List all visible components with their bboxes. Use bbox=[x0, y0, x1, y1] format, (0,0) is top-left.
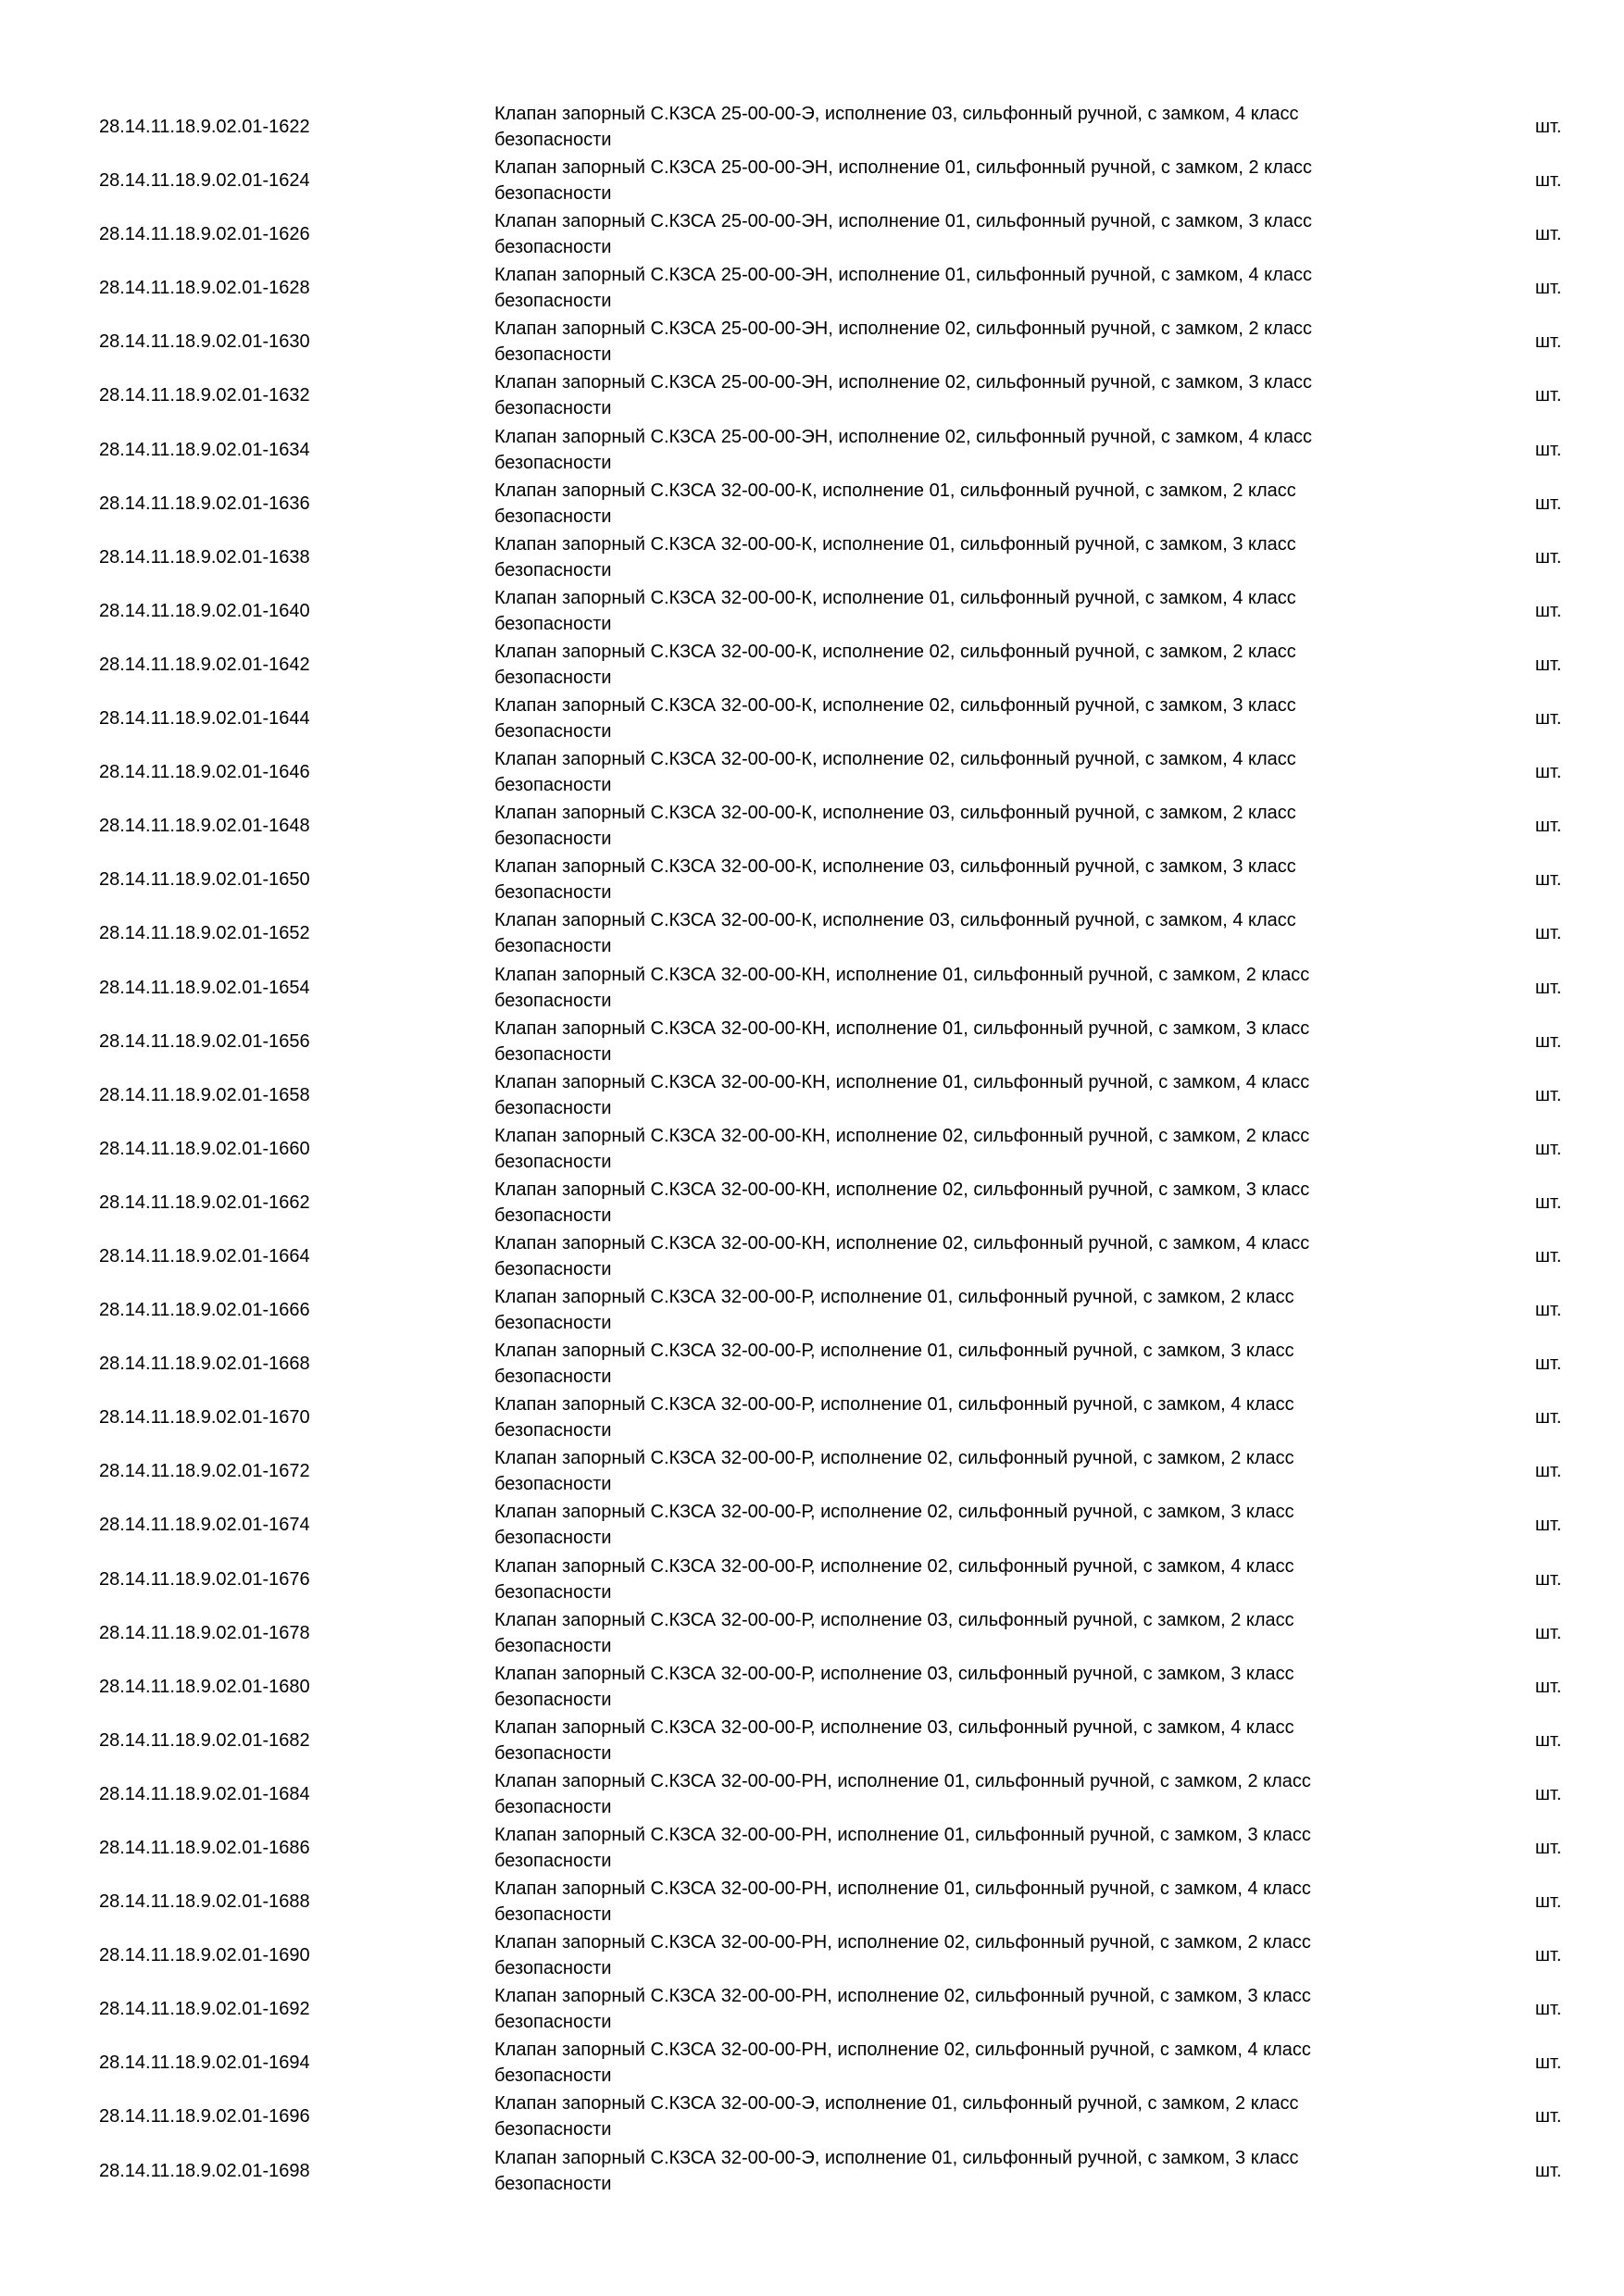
description-line-2: безопасности bbox=[494, 130, 612, 150]
resource-code: 28.14.11.18.9.02.01-1632 bbox=[99, 385, 310, 406]
unit-of-measure: шт. bbox=[1535, 869, 1562, 891]
description-line-2: безопасности bbox=[494, 183, 612, 205]
resource-description bbox=[494, 1391, 1420, 1443]
resource-code: 28.14.11.18.9.02.01-1624 bbox=[99, 170, 310, 192]
description-line-1: Клапан запорный С.КЗСА 32-00-00-РН, исполнение 02, сильфонный ручной, с замком, 3 класс bbox=[494, 1986, 1311, 2007]
description-line-2: безопасности bbox=[494, 613, 612, 634]
resource-description bbox=[494, 1284, 1420, 1336]
table-row bbox=[0, 905, 1624, 958]
resource-description bbox=[494, 1929, 1420, 1981]
unit-of-measure: шт. bbox=[1535, 654, 1562, 675]
unit-of-measure: шт. bbox=[1535, 385, 1562, 406]
resource-description bbox=[494, 746, 1420, 798]
table-row bbox=[0, 1496, 1624, 1550]
table-row bbox=[0, 1281, 1624, 1335]
resource-description bbox=[494, 424, 1420, 476]
resource-description bbox=[494, 907, 1420, 959]
unit-of-measure: шт. bbox=[1535, 1030, 1562, 1052]
description-line-1: Клапан запорный С.КЗСА 32-00-00-Р, исполнение 01, сильфонный ручной, с замком, 3 класс bbox=[494, 1341, 1294, 1362]
description-line-1: Клапан запорный С.КЗСА 32-00-00-Э, исполнение 01, сильфонный ручной, с замком, 2 класс bbox=[494, 2093, 1299, 2115]
description-line-2: безопасности bbox=[494, 775, 612, 796]
description-line-1: Клапан запорный С.КЗСА 32-00-00-Э, исполнение 01, сильфонный ручной, с замком, 3 класс bbox=[494, 2147, 1299, 2168]
description-line-2: безопасности bbox=[494, 990, 612, 1011]
table-row bbox=[0, 959, 1624, 1013]
description-line-2: безопасности bbox=[494, 882, 612, 904]
table-row bbox=[0, 475, 1624, 529]
resource-code: 28.14.11.18.9.02.01-1622 bbox=[99, 117, 310, 137]
resource-code: 28.14.11.18.9.02.01-1636 bbox=[99, 493, 310, 514]
table-row bbox=[0, 1228, 1624, 1281]
description-line-1: Клапан запорный С.КЗСА 32-00-00-РН, исполнение 02, сильфонный ручной, с замком, 2 класс bbox=[494, 1932, 1311, 1953]
table-row bbox=[0, 1604, 1624, 1658]
resource-description bbox=[494, 2037, 1420, 2089]
unit-of-measure: шт. bbox=[1535, 1945, 1562, 1966]
description-line-1: Клапан запорный С.КЗСА 32-00-00-КН, исполнение 02, сильфонный ручной, с замком, 4 класс bbox=[494, 1232, 1310, 1254]
unit-of-measure: шт. bbox=[1535, 1999, 1562, 2020]
description-line-2: безопасности bbox=[494, 1528, 612, 1549]
table-row bbox=[0, 1819, 1624, 1873]
resource-description bbox=[494, 1715, 1420, 1766]
description-line-2: безопасности bbox=[494, 559, 612, 580]
description-line-2: безопасности bbox=[494, 1742, 612, 1764]
resource-code: 28.14.11.18.9.02.01-1638 bbox=[99, 546, 310, 568]
description-line-1: Клапан запорный С.КЗСА 32-00-00-Р, исполнение 02, сильфонный ручной, с замком, 3 класс bbox=[494, 1502, 1294, 1523]
resource-description bbox=[494, 1554, 1420, 1605]
resource-code: 28.14.11.18.9.02.01-1644 bbox=[99, 708, 310, 730]
table-row bbox=[0, 1658, 1624, 1712]
resource-code: 28.14.11.18.9.02.01-1658 bbox=[99, 1084, 310, 1105]
description-line-1: Клапан запорный С.КЗСА 32-00-00-РН, исполнение 02, сильфонный ручной, с замком, 4 класс bbox=[494, 2040, 1311, 2061]
description-line-1: Клапан запорный С.КЗСА 32-00-00-К, исполнение 02, сильфонный ручной, с замком, 3 класс bbox=[494, 695, 1296, 717]
table-row bbox=[0, 2088, 1624, 2141]
resource-code: 28.14.11.18.9.02.01-1628 bbox=[99, 278, 310, 299]
resource-code: 28.14.11.18.9.02.01-1634 bbox=[99, 439, 310, 460]
description-line-1: Клапан запорный С.КЗСА 25-00-00-ЭН, исполнение 02, сильфонный ручной, с замком, 3 класс bbox=[494, 372, 1312, 393]
resource-description bbox=[494, 1607, 1420, 1659]
table-row bbox=[0, 690, 1624, 743]
resource-code: 28.14.11.18.9.02.01-1684 bbox=[99, 1783, 310, 1804]
table-row bbox=[0, 1927, 1624, 1980]
table-row bbox=[0, 1174, 1624, 1228]
description-line-1: Клапан запорный С.КЗСА 32-00-00-К, исполнение 01, сильфонный ручной, с замком, 3 класс bbox=[494, 533, 1296, 555]
unit-of-measure: шт. bbox=[1535, 2160, 1562, 2181]
table-row bbox=[0, 1766, 1624, 1819]
table-row bbox=[0, 743, 1624, 797]
unit-of-measure: шт. bbox=[1535, 224, 1562, 245]
unit-of-measure: шт. bbox=[1535, 1461, 1562, 1482]
description-line-2: безопасности bbox=[494, 1151, 612, 1172]
table-row bbox=[0, 1389, 1624, 1442]
resource-code: 28.14.11.18.9.02.01-1692 bbox=[99, 1999, 310, 2020]
description-line-2: безопасности bbox=[494, 1904, 612, 1926]
table-row bbox=[0, 206, 1624, 259]
description-line-2: безопасности bbox=[494, 936, 612, 957]
table-row bbox=[0, 1335, 1624, 1389]
table-row bbox=[0, 797, 1624, 851]
resource-code: 28.14.11.18.9.02.01-1652 bbox=[99, 923, 310, 944]
resource-description bbox=[494, 1661, 1420, 1713]
resource-description bbox=[494, 1230, 1420, 1282]
table-row bbox=[0, 152, 1624, 206]
resource-description bbox=[494, 1876, 1420, 1928]
resource-description bbox=[494, 369, 1420, 421]
resource-description bbox=[494, 854, 1420, 905]
description-line-2: безопасности bbox=[494, 2012, 612, 2033]
table-row bbox=[0, 1551, 1624, 1604]
description-line-1: Клапан запорный С.КЗСА 32-00-00-Р, исполнение 01, сильфонный ручной, с замком, 2 класс bbox=[494, 1287, 1294, 1308]
description-line-1: Клапан запорный С.КЗСА 32-00-00-Р, исполнение 03, сильфонный ручной, с замком, 2 класс bbox=[494, 1609, 1294, 1630]
description-line-1: Клапан запорный С.КЗСА 25-00-00-ЭН, исполнение 01, сильфонный ручной, с замком, 4 класс bbox=[494, 265, 1312, 286]
table-row bbox=[0, 1013, 1624, 1067]
unit-of-measure: шт. bbox=[1535, 1783, 1562, 1804]
description-line-2: безопасности bbox=[494, 1258, 612, 1279]
description-line-1: Клапан запорный С.КЗСА 32-00-00-Р, исполнение 03, сильфонный ручной, с замком, 3 класс bbox=[494, 1663, 1294, 1684]
description-line-1: Клапан запорный С.КЗСА 32-00-00-РН, исполнение 01, сильфонный ручной, с замком, 2 класс bbox=[494, 1770, 1311, 1791]
table-row bbox=[0, 1067, 1624, 1120]
unit-of-measure: шт. bbox=[1535, 1192, 1562, 1213]
resource-description bbox=[494, 155, 1420, 206]
description-line-2: безопасности bbox=[494, 1043, 612, 1065]
unit-of-measure: шт. bbox=[1535, 439, 1562, 460]
description-line-2: безопасности bbox=[494, 1204, 612, 1226]
description-line-1: Клапан запорный С.КЗСА 32-00-00-КН, исполнение 01, сильфонный ручной, с замком, 2 класс bbox=[494, 964, 1310, 985]
resource-description bbox=[494, 693, 1420, 744]
table-row bbox=[0, 1980, 1624, 2034]
description-line-1: Клапан запорный С.КЗСА 32-00-00-РН, исполнение 01, сильфонный ручной, с замком, 4 класс bbox=[494, 1878, 1311, 1900]
table-row bbox=[0, 2034, 1624, 2088]
description-line-1: Клапан запорный С.КЗСА 32-00-00-Р, исполнение 02, сильфонный ручной, с замком, 2 класс bbox=[494, 1448, 1294, 1469]
table-row bbox=[0, 529, 1624, 582]
resource-description bbox=[494, 208, 1420, 260]
resource-description bbox=[494, 1983, 1420, 2035]
resource-code: 28.14.11.18.9.02.01-1668 bbox=[99, 1354, 310, 1375]
description-line-1: Клапан запорный С.КЗСА 32-00-00-К, исполнение 03, сильфонный ручной, с замком, 3 класс bbox=[494, 856, 1296, 878]
resource-code: 28.14.11.18.9.02.01-1696 bbox=[99, 2106, 310, 2128]
unit-of-measure: шт. bbox=[1535, 1245, 1562, 1267]
resource-code: 28.14.11.18.9.02.01-1694 bbox=[99, 2053, 310, 2074]
resource-code: 28.14.11.18.9.02.01-1678 bbox=[99, 1622, 310, 1643]
description-line-2: безопасности bbox=[494, 1097, 612, 1118]
description-line-1: Клапан запорный С.КЗСА 32-00-00-РН, исполнение 01, сильфонный ручной, с замком, 3 класс bbox=[494, 1825, 1311, 1845]
description-line-1: Клапан запорный С.КЗСА 25-00-00-ЭН, исполнение 01, сильфонный ручной, с замком, 3 класс bbox=[494, 211, 1312, 232]
unit-of-measure: шт. bbox=[1535, 1891, 1562, 1913]
resource-code: 28.14.11.18.9.02.01-1654 bbox=[99, 977, 310, 998]
description-line-1: Клапан запорный С.КЗСА 32-00-00-КН, исполнение 01, сильфонный ручной, с замком, 4 класс bbox=[494, 1071, 1310, 1092]
resource-code: 28.14.11.18.9.02.01-1680 bbox=[99, 1676, 310, 1697]
unit-of-measure: шт. bbox=[1535, 1676, 1562, 1697]
resource-description bbox=[494, 1177, 1420, 1229]
description-line-2: безопасности bbox=[494, 721, 612, 742]
description-line-2: безопасности bbox=[494, 344, 612, 366]
resource-description bbox=[494, 1123, 1420, 1175]
description-line-1: Клапан запорный С.КЗСА 32-00-00-Р, исполнение 03, сильфонный ручной, с замком, 4 класс bbox=[494, 1716, 1294, 1738]
unit-of-measure: шт. bbox=[1535, 170, 1562, 192]
description-line-1: Клапан запорный С.КЗСА 32-00-00-К, исполнение 03, сильфонный ручной, с замком, 2 класс bbox=[494, 803, 1296, 824]
resource-code: 28.14.11.18.9.02.01-1670 bbox=[99, 1407, 310, 1429]
table-row bbox=[0, 2142, 1624, 2196]
resource-description bbox=[494, 101, 1420, 153]
description-line-2: безопасности bbox=[494, 398, 612, 419]
description-line-1: Клапан запорный С.КЗСА 32-00-00-К, исполнение 02, сильфонный ручной, с замком, 4 класс bbox=[494, 749, 1296, 770]
description-line-1: Клапан запорный С.КЗСА 32-00-00-КН, исполнение 02, сильфонный ручной, с замком, 3 класс bbox=[494, 1179, 1310, 1200]
resource-description bbox=[494, 1016, 1420, 1067]
description-line-2: безопасности bbox=[494, 1474, 612, 1495]
resource-code: 28.14.11.18.9.02.01-1646 bbox=[99, 762, 310, 783]
unit-of-measure: шт. bbox=[1535, 600, 1562, 621]
unit-of-measure: шт. bbox=[1535, 278, 1562, 299]
description-line-1: Клапан запорный С.КЗСА 32-00-00-Р, исполнение 02, сильфонный ручной, с замком, 4 класс bbox=[494, 1555, 1294, 1577]
unit-of-measure: шт. bbox=[1535, 977, 1562, 998]
resource-code: 28.14.11.18.9.02.01-1674 bbox=[99, 1515, 310, 1536]
resource-description bbox=[494, 800, 1420, 852]
table-row bbox=[0, 367, 1624, 420]
description-line-1: Клапан запорный С.КЗСА 32-00-00-Р, исполнение 01, сильфонный ручной, с замком, 4 класс bbox=[494, 1394, 1294, 1416]
resource-code: 28.14.11.18.9.02.01-1660 bbox=[99, 1138, 310, 1159]
unit-of-measure: шт. bbox=[1535, 1729, 1562, 1751]
description-line-2: безопасности bbox=[494, 452, 612, 473]
description-line-1: Клапан запорный С.КЗСА 25-00-00-ЭН, исполнение 02, сильфонный ручной, с замком, 2 класс bbox=[494, 318, 1312, 340]
resource-code: 28.14.11.18.9.02.01-1688 bbox=[99, 1891, 310, 1913]
description-line-2: безопасности bbox=[494, 1689, 612, 1710]
resource-code: 28.14.11.18.9.02.01-1682 bbox=[99, 1729, 310, 1751]
description-line-2: безопасности bbox=[494, 291, 612, 312]
description-line-2: безопасности bbox=[494, 1796, 612, 1817]
table-row bbox=[0, 851, 1624, 905]
resource-description bbox=[494, 1069, 1420, 1121]
description-line-1: Клапан запорный С.КЗСА 25-00-00-ЭН, исполнение 02, сильфонный ручной, с замком, 4 класс bbox=[494, 426, 1312, 447]
unit-of-measure: шт. bbox=[1535, 708, 1562, 730]
table-row bbox=[0, 259, 1624, 313]
unit-of-measure: шт. bbox=[1535, 1084, 1562, 1105]
resource-code: 28.14.11.18.9.02.01-1686 bbox=[99, 1838, 310, 1858]
description-line-1: Клапан запорный С.КЗСА 25-00-00-Э, исполнение 03, сильфонный ручной, с замком, 4 класс bbox=[494, 104, 1299, 124]
unit-of-measure: шт. bbox=[1535, 1354, 1562, 1375]
unit-of-measure: шт. bbox=[1535, 546, 1562, 568]
description-line-2: безопасности bbox=[494, 829, 612, 850]
description-line-2: безопасности bbox=[494, 237, 612, 258]
table-row bbox=[0, 1873, 1624, 1927]
description-line-1: Клапан запорный С.КЗСА 32-00-00-К, исполнение 02, сильфонный ручной, с замком, 2 класс bbox=[494, 641, 1296, 662]
unit-of-measure: шт. bbox=[1535, 1838, 1562, 1858]
resource-description bbox=[494, 262, 1420, 314]
table-row bbox=[0, 1712, 1624, 1766]
description-line-2: безопасности bbox=[494, 1366, 612, 1388]
description-line-2: безопасности bbox=[494, 1958, 612, 1979]
unit-of-measure: шт. bbox=[1535, 1138, 1562, 1159]
resource-description bbox=[494, 585, 1420, 637]
table-row bbox=[0, 313, 1624, 367]
description-line-2: безопасности bbox=[494, 1851, 612, 1871]
resource-code: 28.14.11.18.9.02.01-1650 bbox=[99, 869, 310, 891]
resource-code: 28.14.11.18.9.02.01-1626 bbox=[99, 224, 310, 245]
unit-of-measure: шт. bbox=[1535, 1622, 1562, 1643]
unit-of-measure: шт. bbox=[1535, 1407, 1562, 1429]
description-line-1: Клапан запорный С.КЗСА 32-00-00-К, исполнение 01, сильфонный ручной, с замком, 2 класс bbox=[494, 480, 1296, 501]
resource-description bbox=[494, 1338, 1420, 1390]
resource-code: 28.14.11.18.9.02.01-1664 bbox=[99, 1245, 310, 1267]
resource-code: 28.14.11.18.9.02.01-1656 bbox=[99, 1030, 310, 1052]
resource-code: 28.14.11.18.9.02.01-1672 bbox=[99, 1461, 310, 1482]
unit-of-measure: шт. bbox=[1535, 1300, 1562, 1321]
resource-description bbox=[494, 1768, 1420, 1820]
description-line-2: безопасности bbox=[494, 505, 612, 527]
resource-description bbox=[494, 478, 1420, 530]
description-line-1: Клапан запорный С.КЗСА 32-00-00-К, исполнение 03, сильфонный ручной, с замком, 4 класс bbox=[494, 910, 1296, 931]
resource-description bbox=[494, 531, 1420, 583]
resource-code: 28.14.11.18.9.02.01-1690 bbox=[99, 1945, 310, 1966]
unit-of-measure: шт. bbox=[1535, 923, 1562, 944]
description-line-2: безопасности bbox=[494, 1581, 612, 1603]
table-row bbox=[0, 1120, 1624, 1174]
resource-code: 28.14.11.18.9.02.01-1662 bbox=[99, 1192, 310, 1213]
resource-description bbox=[494, 316, 1420, 368]
unit-of-measure: шт. bbox=[1535, 762, 1562, 783]
description-line-1: Клапан запорный С.КЗСА 32-00-00-КН, исполнение 01, сильфонный ручной, с замком, 3 класс bbox=[494, 1017, 1310, 1039]
description-line-1: Клапан запорный С.КЗСА 32-00-00-К, исполнение 01, сильфонный ручной, с замком, 4 класс bbox=[494, 587, 1296, 608]
resource-code: 28.14.11.18.9.02.01-1630 bbox=[99, 331, 310, 353]
resource-table bbox=[0, 98, 1624, 2196]
table-row bbox=[0, 98, 1624, 152]
resource-description bbox=[494, 962, 1420, 1014]
unit-of-measure: шт. bbox=[1535, 816, 1562, 837]
unit-of-measure: шт. bbox=[1535, 1568, 1562, 1590]
unit-of-measure: шт. bbox=[1535, 2106, 1562, 2128]
description-line-2: безопасности bbox=[494, 1313, 612, 1334]
unit-of-measure: шт. bbox=[1535, 2053, 1562, 2074]
table-row bbox=[0, 636, 1624, 690]
unit-of-measure: шт. bbox=[1535, 493, 1562, 514]
resource-description bbox=[494, 639, 1420, 691]
resource-description bbox=[494, 2145, 1420, 2197]
description-line-2: безопасности bbox=[494, 1635, 612, 1656]
resource-code: 28.14.11.18.9.02.01-1640 bbox=[99, 600, 310, 621]
table-row bbox=[0, 582, 1624, 636]
resource-code: 28.14.11.18.9.02.01-1666 bbox=[99, 1300, 310, 1321]
description-line-2: безопасности bbox=[494, 1420, 612, 1441]
description-line-1: Клапан запорный С.КЗСА 32-00-00-КН, исполнение 02, сильфонный ручной, с замком, 2 класс bbox=[494, 1125, 1310, 1146]
resource-description bbox=[494, 1822, 1420, 1874]
table-row bbox=[0, 421, 1624, 475]
resource-description bbox=[494, 2090, 1420, 2142]
description-line-2: безопасности bbox=[494, 2119, 612, 2140]
unit-of-measure: шт. bbox=[1535, 1515, 1562, 1536]
table-row bbox=[0, 1442, 1624, 1496]
resource-code: 28.14.11.18.9.02.01-1642 bbox=[99, 654, 310, 675]
resource-code: 28.14.11.18.9.02.01-1698 bbox=[99, 2160, 310, 2181]
resource-description bbox=[494, 1445, 1420, 1497]
resource-code: 28.14.11.18.9.02.01-1676 bbox=[99, 1568, 310, 1590]
unit-of-measure: шт. bbox=[1535, 117, 1562, 137]
resource-description bbox=[494, 1499, 1420, 1551]
description-line-2: безопасности bbox=[494, 2065, 612, 2087]
unit-of-measure: шт. bbox=[1535, 331, 1562, 353]
description-line-1: Клапан запорный С.КЗСА 25-00-00-ЭН, исполнение 01, сильфонный ручной, с замком, 2 класс bbox=[494, 157, 1312, 179]
description-line-2: безопасности bbox=[494, 2173, 612, 2194]
resource-code: 28.14.11.18.9.02.01-1648 bbox=[99, 816, 310, 837]
description-line-2: безопасности bbox=[494, 667, 612, 688]
